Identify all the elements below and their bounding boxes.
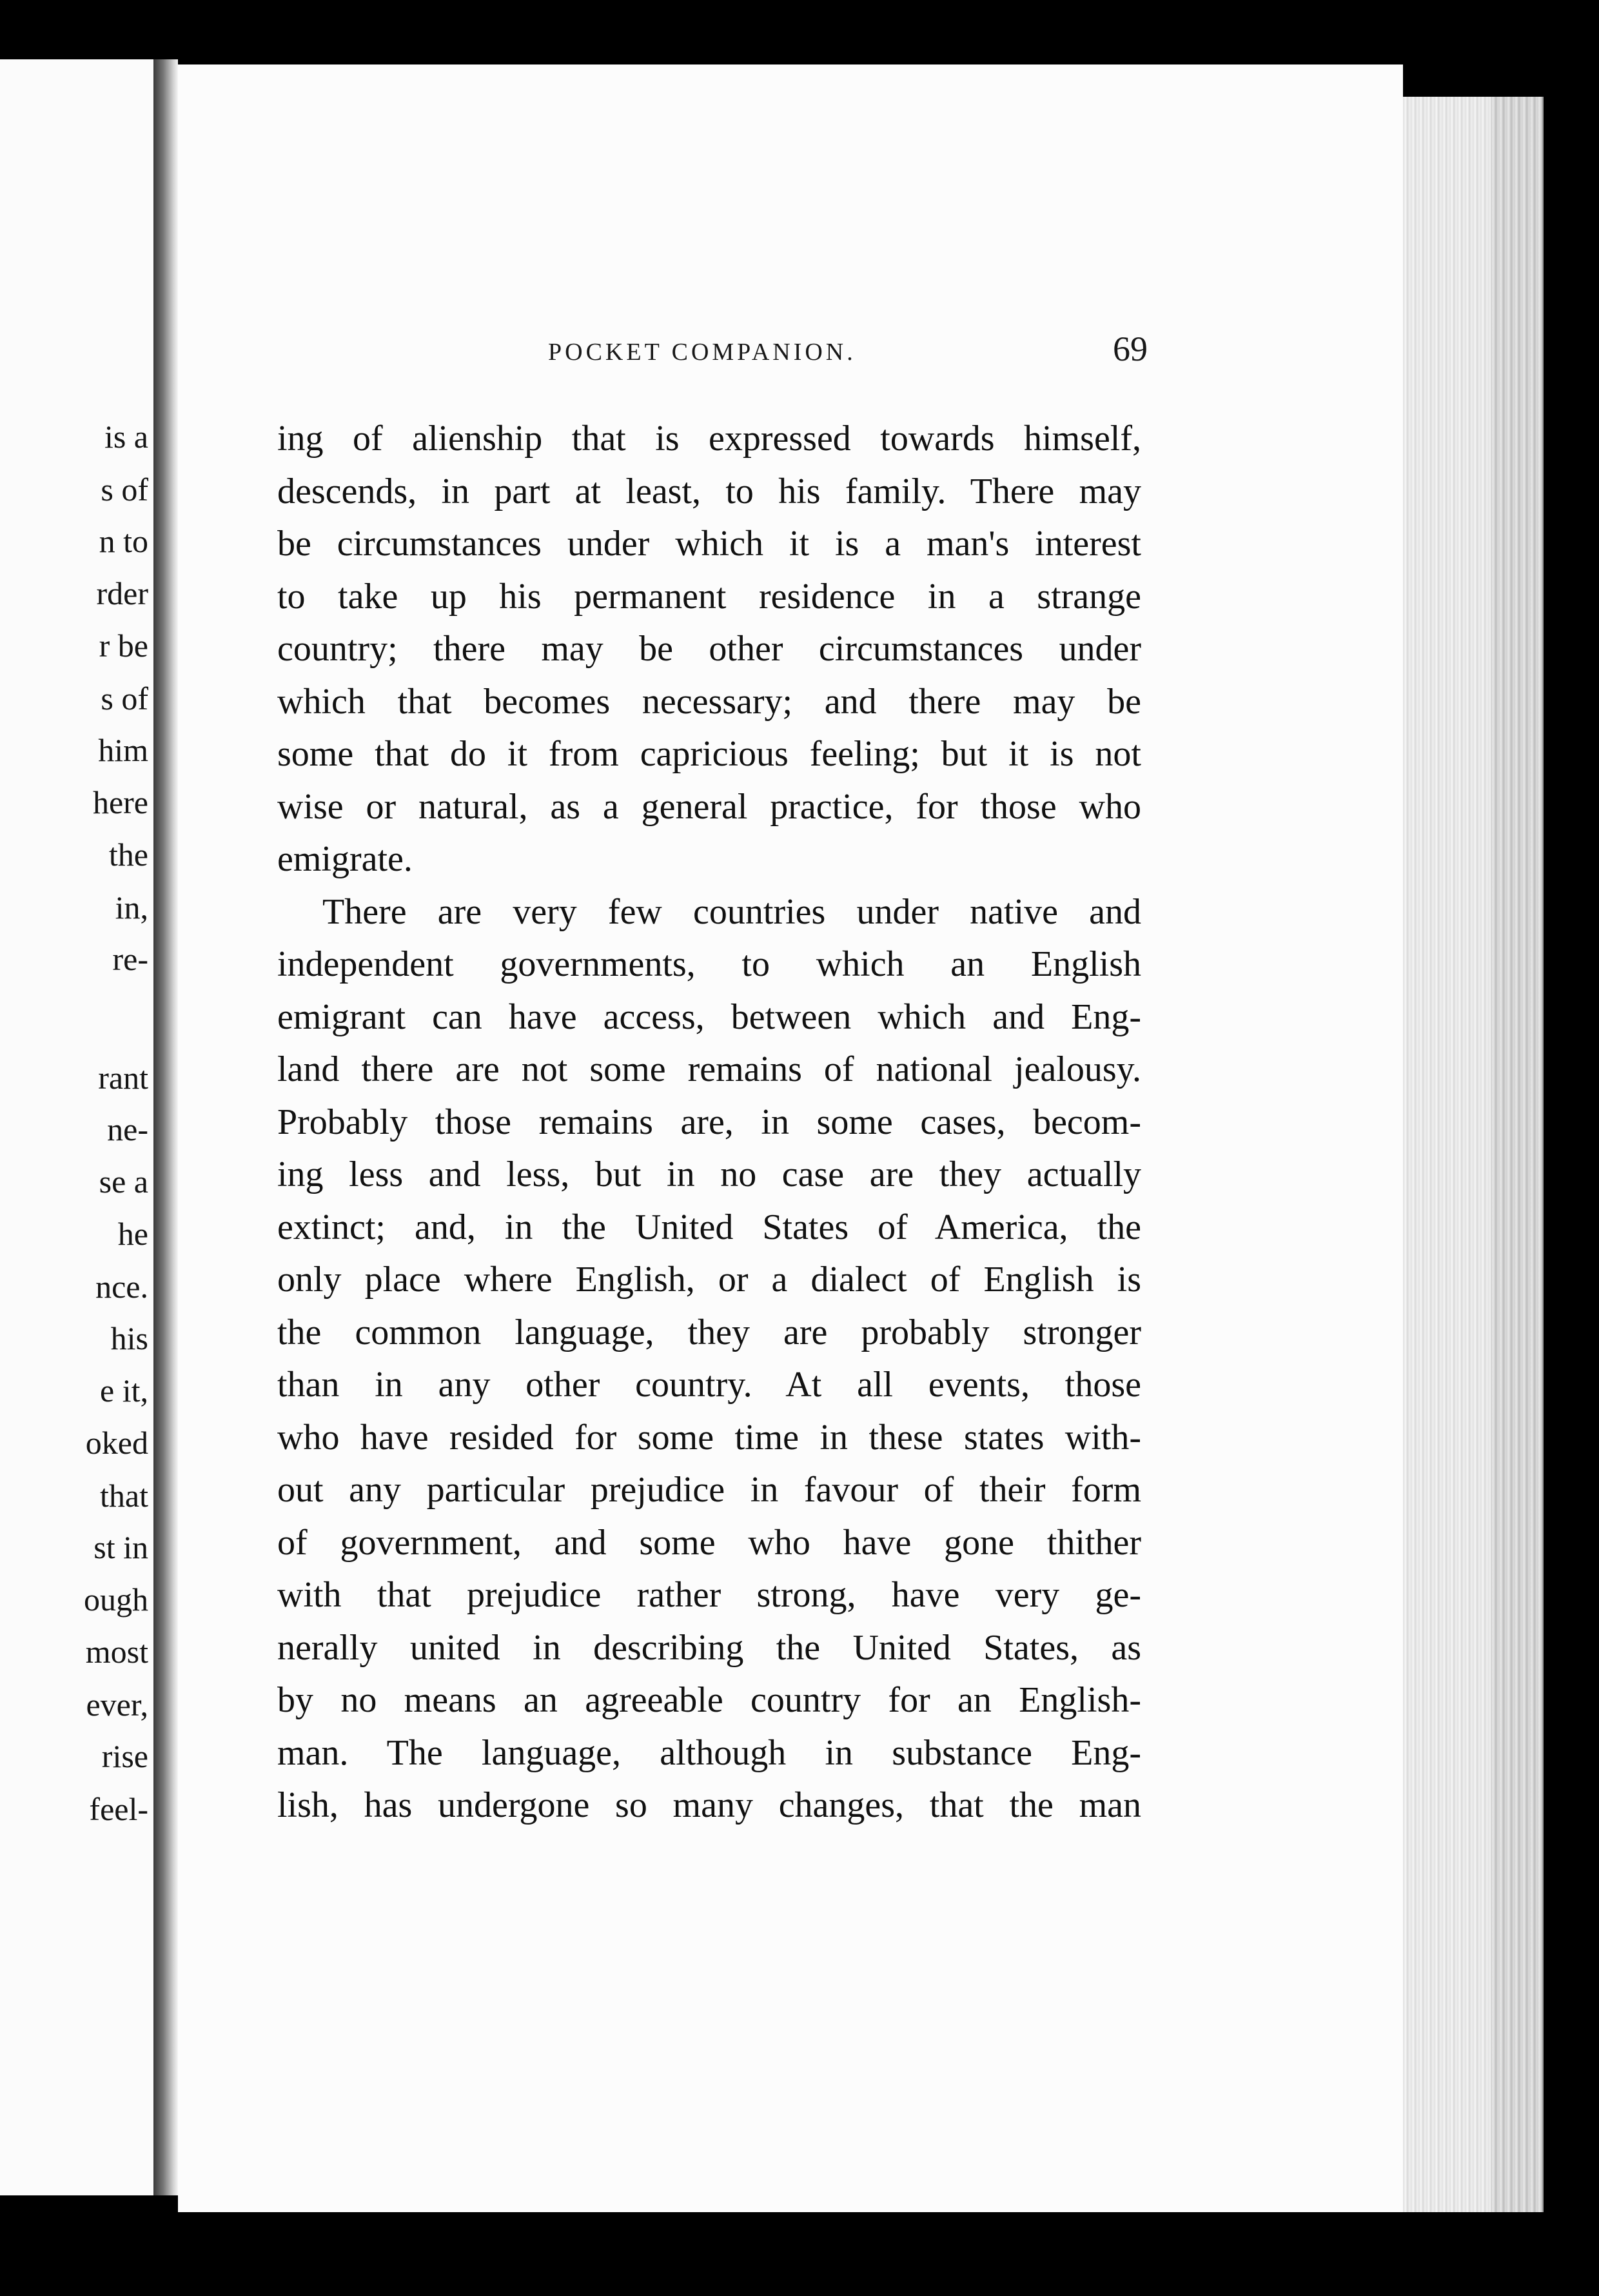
text-line: country; there may be other circumstances under [277,629,1141,669]
left-page-fragment: ever, [86,1687,148,1723]
text-line: which that becomes necessary; and there may be [277,681,1141,722]
left-page-fragment: n to [99,523,148,559]
left-page-fragment: in, [115,889,148,925]
left-page-fragment: e it, [100,1372,148,1409]
text-line: ing less and less, but in no case are they actually [277,1154,1141,1194]
text-line: nerally united in describing the United States, as [277,1627,1141,1668]
text-line: with that prejudice rather strong, have very ge- [277,1575,1141,1615]
left-page-fragment: nce. [95,1269,148,1305]
page-number: 69 [1113,330,1148,368]
left-page-fragment: rder [96,575,148,611]
left-page-fragment: here [92,784,148,820]
text-line: Probably those remains are, in some cases, becom- [277,1102,1141,1142]
left-page-fragment: feel- [89,1791,148,1827]
text-line: emigrate. [277,839,413,879]
left-page-fragment: is a [104,419,148,455]
left-page-fragment: most [85,1634,148,1670]
text-line: of government, and some who have gone thither [277,1522,1141,1563]
text-line: out any particular prejudice in favour of their form [277,1470,1141,1510]
left-page-fragment: him [98,732,148,768]
text-line: who have resided for some time in these states with- [277,1417,1141,1458]
text-line: There are very few countries under native and [322,891,1141,932]
book-gutter [153,59,178,2195]
text-line: emigrant can have access, between which and Eng- [277,996,1141,1037]
left-page-fragment: s of [101,680,148,717]
text-line: lish, has undergone so many changes, that the man [277,1785,1141,1825]
text-line: wise or natural, as a general practice, for those who [277,786,1141,827]
left-page-fragment: s of [101,471,148,508]
body-text [277,413,1141,1832]
left-page-fragment: ne- [107,1111,148,1147]
left-page-fragment: se a [99,1163,148,1200]
text-line: the common language, they are probably stronger [277,1312,1141,1352]
left-page-fragment: ough [84,1581,148,1618]
paragraph [277,886,1141,1832]
text-line: to take up his permanent residence in a strange [277,576,1141,617]
text-line: than in any other country. At all events, those [277,1365,1141,1405]
left-page-fragment: that [100,1478,148,1514]
left-page-fragment: his [110,1320,148,1356]
text-line: some that do it from capricious feeling; but it is not [277,734,1141,774]
paragraph [277,413,1141,886]
left-page-fragment: r be [99,628,148,664]
left-page-fragment: rise [101,1738,148,1774]
text-line: ing of alienship that is expressed towards himself, [277,419,1141,459]
page-edges-shadow [1491,97,1542,2212]
left-page-fragment: the [108,836,148,873]
page-header [361,329,1148,381]
left-page-fragment: oked [85,1425,148,1461]
text-line: land there are not some remains of national jealousy. [277,1049,1141,1089]
left-page-fragment: re- [112,941,148,977]
text-line: by no means an agreeable country for an English- [277,1680,1141,1720]
text-line: extinct; and, in the United States of America, the [277,1207,1141,1247]
text-line: only place where English, or a dialect of English is [277,1260,1141,1300]
text-line: descends, in part at least, to his family. There may [277,471,1141,511]
text-line: be circumstances under which it is a man's interest [277,524,1141,564]
text-line: independent governments, to which an English [277,944,1141,984]
left-page-fragment: st in [93,1529,148,1565]
running-head: POCKET COMPANION. [548,339,856,366]
text-line: man. The language, although in substance Eng- [277,1732,1141,1773]
left-page-fragment: rant [98,1060,148,1096]
left-page-fragment: he [117,1216,148,1252]
left-facing-page [0,59,153,2195]
